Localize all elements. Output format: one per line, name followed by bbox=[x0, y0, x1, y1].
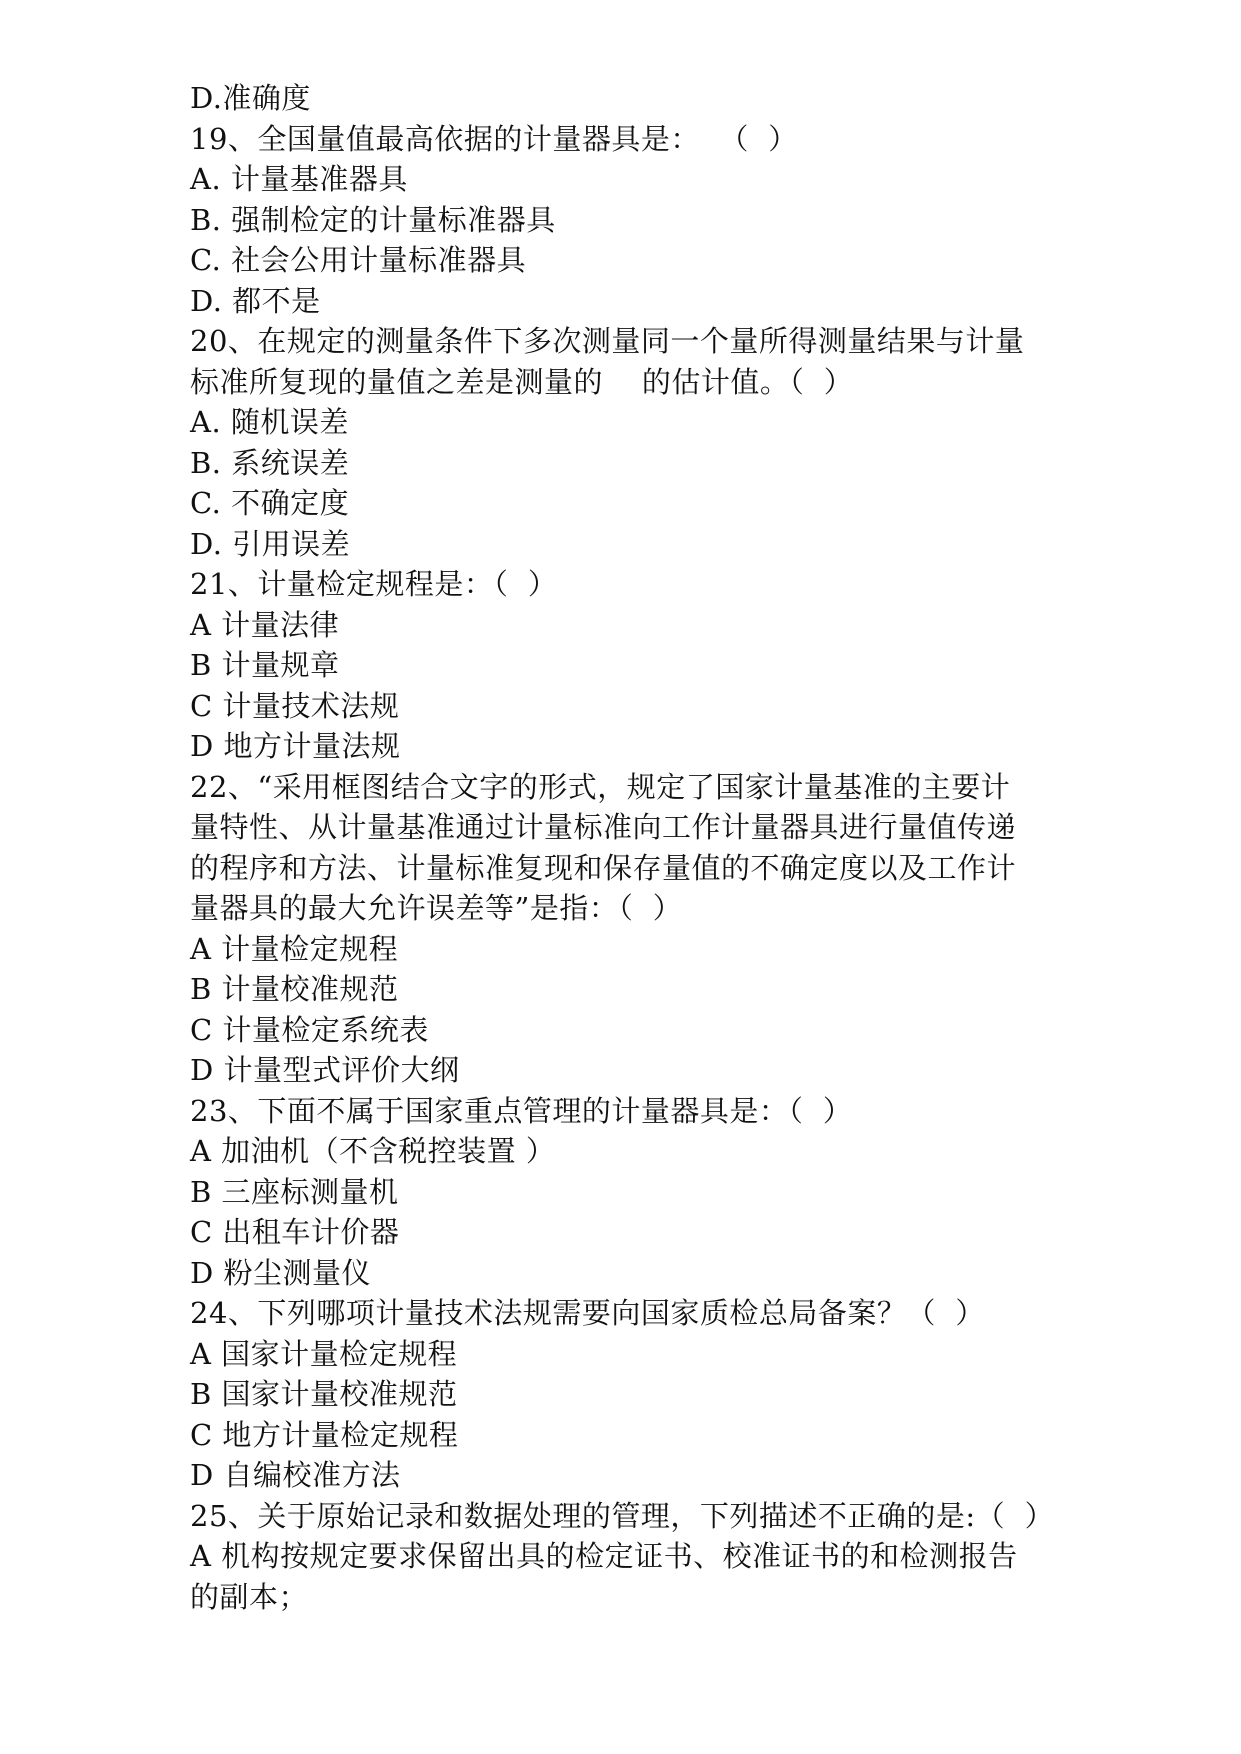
q19-stem: 19、全国量值最高依据的计量器具是： （ ） bbox=[190, 121, 798, 156]
q22-stem-line3: 的程序和方法、计量标准复现和保存量值的不确定度以及工作计 bbox=[190, 850, 1017, 885]
q19-option-c: C. 社会公用计量标准器具 bbox=[190, 243, 527, 277]
q23-option-d: D 粉尘测量仪 bbox=[190, 1255, 371, 1290]
q25-option-a-line1: A 机构按规定要求保留出具的检定证书、校准证书的和检测报告 bbox=[190, 1539, 1018, 1573]
q24-option-a: A 国家计量检定规程 bbox=[190, 1336, 458, 1371]
q22-stem-line4: 量器具的最大允许误差等”是指：（ ） bbox=[190, 891, 683, 925]
q19-option-a: A. 计量基准器具 bbox=[190, 162, 408, 196]
q19-option-d: D. 都不是 bbox=[190, 283, 321, 318]
q20-option-b: B. 系统误差 bbox=[190, 445, 350, 480]
q20-option-a: A. 随机误差 bbox=[190, 405, 349, 439]
q22-stem-line1: 22、“采用框图结合文字的形式，规定了国家计量基准的主要计 bbox=[190, 769, 1011, 804]
q20-stem-line1: 20、在规定的测量条件下多次测量同一个量所得测量结果与计量 bbox=[190, 324, 1025, 358]
q24-option-b: B 国家计量校准规范 bbox=[190, 1377, 458, 1411]
q22-option-d: D 计量型式评价大纲 bbox=[190, 1053, 460, 1087]
q21-option-c: C 计量技术法规 bbox=[190, 688, 400, 723]
q25-option-a-line2: 的副本； bbox=[190, 1579, 309, 1614]
q22-stem-line2: 量特性、从计量基准通过计量标准向工作计量器具进行量值传递 bbox=[190, 810, 1017, 844]
q21-option-a: A 计量法律 bbox=[190, 607, 340, 642]
q22-option-a: A 计量检定规程 bbox=[190, 931, 399, 966]
q18-option-d: D.准确度 bbox=[190, 81, 311, 115]
q24-stem: 24、下列哪项计量技术法规需要向国家质检总局备案？（ ） bbox=[190, 1296, 985, 1330]
q24-option-d: D 自编校准方法 bbox=[190, 1458, 401, 1492]
q22-option-c: C 计量检定系统表 bbox=[190, 1012, 429, 1047]
q21-option-d: D 地方计量法规 bbox=[190, 729, 401, 763]
q25-stem: 25、关于原始记录和数据处理的管理，下列描述不正确的是:（ ） bbox=[190, 1498, 1055, 1533]
q19-option-b: B. 强制检定的计量标准器具 bbox=[190, 202, 556, 237]
q20-stem-line2: 标准所复现的量值之差是测量的 的估计值。（ ） bbox=[190, 364, 854, 399]
q24-option-c: C 地方计量检定规程 bbox=[190, 1417, 459, 1452]
q23-option-b: B 三座标测量机 bbox=[190, 1174, 399, 1209]
q21-stem: 21、计量检定规程是：（ ） bbox=[190, 567, 558, 601]
q23-option-a: A 加油机（不含税控装置 ） bbox=[190, 1134, 556, 1168]
q23-stem: 23、下面不属于国家重点管理的计量器具是：（ ） bbox=[190, 1093, 853, 1128]
q20-option-d: D. 引用误差 bbox=[190, 526, 351, 561]
q20-option-c: C. 不确定度 bbox=[190, 486, 350, 520]
q23-option-c: C 出租车计价器 bbox=[190, 1215, 400, 1249]
q21-option-b: B 计量规章 bbox=[190, 648, 340, 682]
document-page bbox=[190, 78, 1070, 1617]
q22-option-b: B 计量校准规范 bbox=[190, 972, 399, 1006]
